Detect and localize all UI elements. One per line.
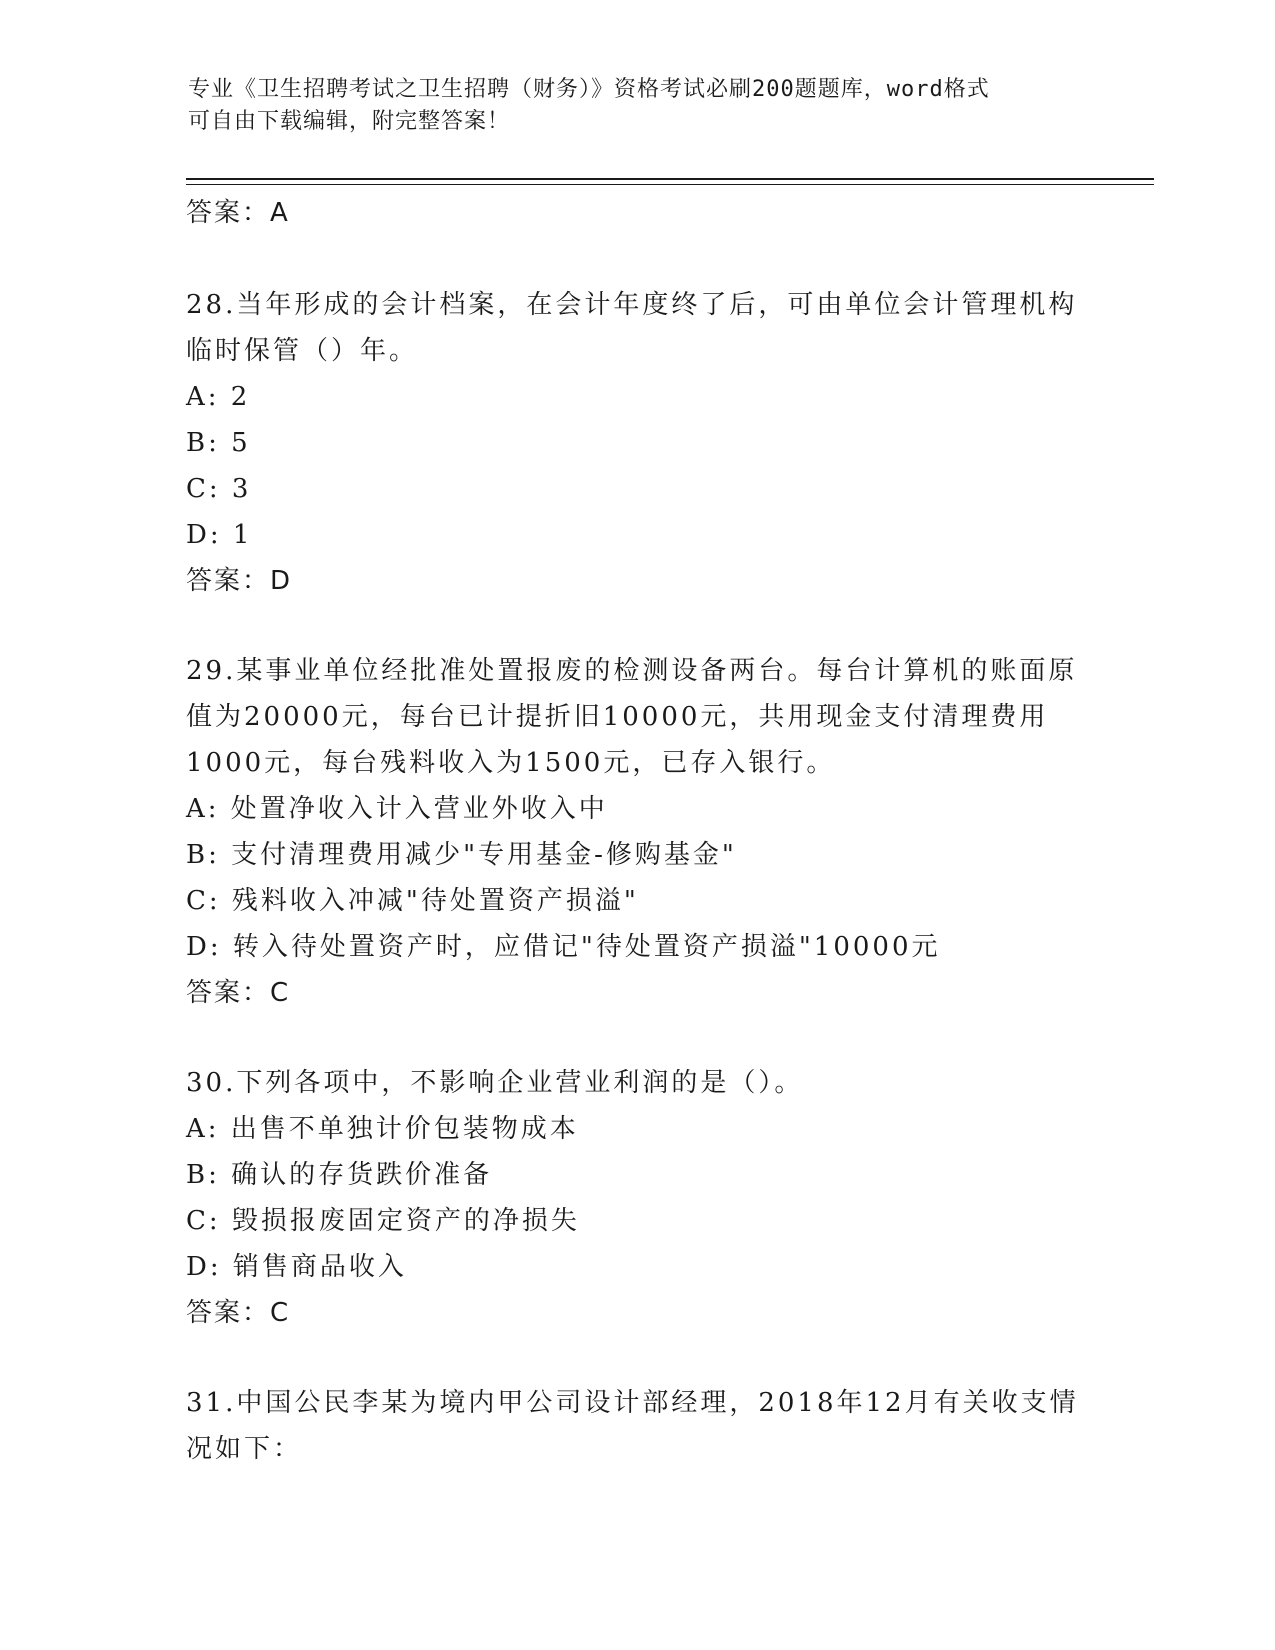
option-c: C: 毁损报废固定资产的净损失 [186,1206,580,1236]
question-stem: 临时保管（）年。 [186,336,419,366]
question-stem: 况如下： [186,1434,303,1464]
option-b: B: 支付清理费用减少"专用基金-修购基金" [186,840,737,870]
header-line-2: 可自由下载编辑，附完整答案！ [188,109,511,134]
option-b: B: 5 [186,428,251,458]
answer-line: 答案：D [186,566,293,596]
question-stem: 31.中国公民李某为境内甲公司设计部经理，2018年12月有关收支情 [186,1388,1079,1418]
question-block [186,648,1086,1016]
question-block [186,1060,1086,1336]
option-a: A: 2 [186,382,251,412]
option-b: B: 确认的存货跌价准备 [186,1160,493,1190]
question-stem: 28.当年形成的会计档案，在会计年度终了后，可由单位会计管理机构 [186,290,1078,320]
option-c: C: 残料收入冲减"待处置资产损溢" [186,886,639,916]
answer-line: 答案：C [186,1298,291,1328]
answer-line: 答案：A [186,198,290,228]
option-c: C: 3 [186,474,252,504]
option-d: D: 转入待处置资产时，应借记"待处置资产损溢"10000元 [186,932,941,962]
option-d: D: 1 [186,520,253,550]
option-a: A: 处置净收入计入营业外收入中 [186,794,608,824]
question-stem: 29.某事业单位经批准处置报废的检测设备两台。每台计算机的账面原 [186,656,1078,686]
header-line-1: 专业《卫生招聘考试之卫生招聘（财务）》资格考试必刷200题题库，word格式 [188,77,990,102]
question-stem: 30.下列各项中，不影响企业营业利润的是（）。 [186,1068,804,1098]
answer-line: 答案：C [186,978,291,1008]
header-divider-thick [186,178,1154,180]
document-body [186,190,1086,1472]
page-header [188,74,1088,138]
question-block [186,282,1086,604]
question-stem: 值为20000元，每台已计提折旧10000元，共用现金支付清理费用 [186,702,1049,732]
question-stem: 1000元，每台残料收入为1500元，已存入银行。 [186,748,836,778]
question-block [186,1380,1086,1472]
option-d: D: 销售商品收入 [186,1252,407,1282]
option-a: A: 出售不单独计价包装物成本 [186,1114,579,1144]
header-divider-thin [186,184,1154,185]
